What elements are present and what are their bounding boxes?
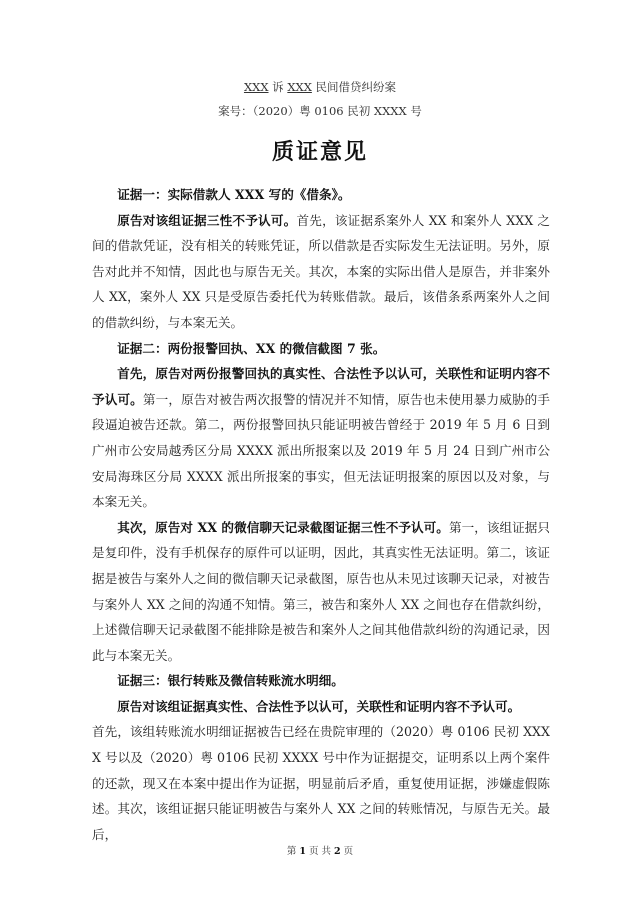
evidence-2-opinion-1: 首先，原告对两份报警回执的真实性、合法性予以认可，关联性和证明内容不予认可。	[92, 366, 550, 407]
document-body	[92, 182, 550, 847]
case-type: 民间借贷纠纷案	[311, 80, 397, 94]
evidence-3-heading: 证据三：银行转账及微信转账流水明细。	[117, 673, 344, 689]
page-label-pre: 第	[286, 846, 300, 857]
evidence-2-paragraph-2	[92, 515, 550, 669]
evidence-3-paragraph: 首先，该组转账流水明细证据被告已经在贵院审理的（2020）粤 0106 民初 XXXX 号以及（2020）粤 0106 民初 XXXX 号中作为证据提交，证明系以上两个案件的还款，现又在本案中提出作为证据，明显前后矛盾，重复使用证据，涉嫌虚假陈述。其次，该组证据只能证明被告与案外人 XX 之间的转账情况，与原告无关。最后，	[92, 724, 550, 842]
current-page-number: 1	[299, 846, 306, 857]
evidence-1-heading: 证据一：实际借款人 XXX 写的《借条》。	[117, 187, 351, 202]
plaintiff-name: XXX	[243, 80, 269, 94]
case-title	[0, 79, 640, 95]
evidence-2-text-2: 第一，该组证据只是复印件，没有手机保存的原件可以证明，因此，其真实性无法证明。第二，该证据是被告与案外人之间的微信聊天记录截图，原告也从未见过该聊天记录，对被告与案外人 XX 之间的沟通不知情。第三，被告和案外人 XX 之间也存在借款纠纷，上述微信聊天记录截图不能排除是被告和案外人之间其他借款纠纷的沟通记录，因此与本案无关。	[92, 519, 551, 663]
document-title: 质证意见	[271, 139, 368, 165]
total-page-number: 2	[334, 846, 341, 857]
page-label-mid: 页 共	[305, 846, 335, 857]
evidence-2-paragraph-1	[92, 361, 550, 515]
evidence-2-text-1: 第一，原告对被告两次报警的情况并不知情，原告也未使用暴力威胁的手段逼迫被告还款。第二，两份报警回执只能证明被告曾经于 2019 年 5 月 6 日到广州市公安局越秀区分局 XXXX 派出所报案以及 2019 年 5 月 24 日到广州市公安局海珠区分局 XXXX 派出所报案的事实，但无法证明报案的原因以及对象，与本案无关。	[92, 391, 551, 510]
evidence-1-opinion: 原告对该组证据三性不予认可。	[117, 212, 297, 228]
page-footer	[0, 843, 640, 857]
defendant-name: XXX	[287, 80, 312, 94]
evidence-2-heading: 证据二：两份报警回执、XX 的微信截图 7 张。	[117, 340, 386, 356]
case-number: 案号：（2020）粤 0106 民初 XXXX 号	[218, 104, 422, 118]
page-label-post: 页	[340, 846, 354, 857]
evidence-1-paragraph	[92, 208, 550, 336]
evidence-2-opinion-2: 其次，原告对 XX 的微信聊天记录截图证据三性不予认可。	[117, 519, 449, 535]
case-title-sep: 诉	[268, 80, 288, 94]
evidence-1-text: 首先，该证据系案外人 XX 和案外人 XXX 之间的借款凭证，没有相关的转账凭证，所以借款是否实际发生无法证明。另外，原告对此并不知情，因此也与原告无关。其次，本案的实际出借人是原告，并非案外人 XX，案外人 XX 只是受原告委托代为转账借款。最后，该借条系两案外人之间的借款纠纷，与本案无关。	[92, 212, 550, 330]
evidence-3-opinion: 原告对该组证据真实性、合法性予以认可，关联性和证明内容不予认可。	[117, 698, 521, 714]
